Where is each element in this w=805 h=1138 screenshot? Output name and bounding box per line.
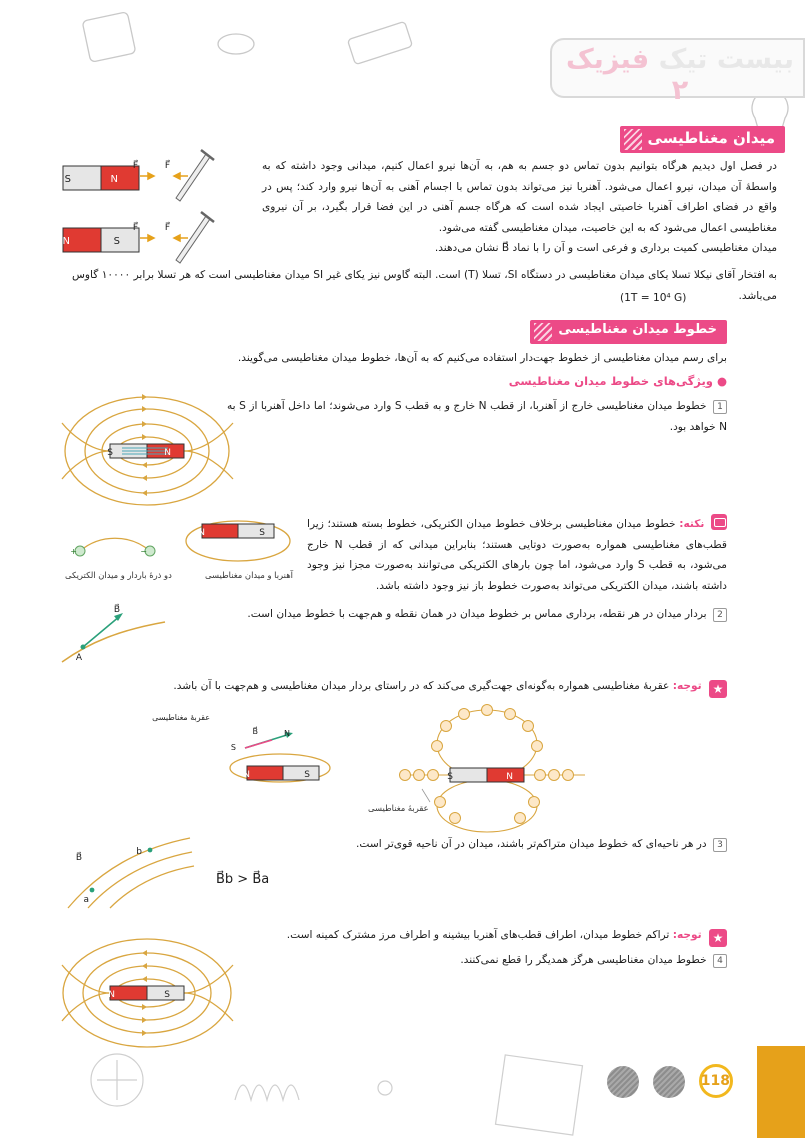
force-label-1: F⃗ — [132, 161, 138, 171]
pole-n-fig4: N — [506, 772, 513, 782]
field-density-figure — [60, 830, 195, 910]
section1-intro: در فصل اول دیدیم هرگاه بتوانیم بدون تماس دو جسم به هم، به آن‌ها نیرو اعمال کنیم، میدانی وجود داشته که به واسطهٔ آن میدان، نیرو اعمال می‌شود. آهنربا نیز می‌تواند بدون تماس با اجسام آهنی به آن‌ها نیرو وارد کند؛ پس در واقع در فضای اطراف آهنربا خاصیتی ایجاد شده است که هرگاه جسم آهنی در این فضا قرار بگیرد، بر آن نیروی مغناطیسی اعمال می‌شود که به این خاصیت، میدان مغناطیسی گفته می‌شود. — [262, 160, 777, 234]
orange-side-bar — [757, 1046, 805, 1138]
section-title-magnetic-field: میدان مغناطیسی — [620, 126, 785, 153]
pole-s-fig2: S — [259, 528, 265, 538]
footer-doodles — [0, 1040, 805, 1138]
magnifier-doodle — [218, 34, 254, 54]
ruler-doodle — [347, 21, 412, 64]
magnet-nail-figure — [58, 148, 228, 268]
force-arrow-bottom — [140, 235, 188, 241]
force-label-2: F⃗ — [164, 161, 170, 171]
caption-magnet-field: آهنربا و میدان مغناطیسی — [205, 570, 293, 580]
item-3: 3 در هر ناحیه‌ای که خطوط میدان متراکم‌تر باشند، میدان در آن ناحیه قوی‌تر است. — [167, 834, 727, 855]
book-title — [560, 44, 800, 106]
bar-magnet-field-figure — [60, 393, 235, 505]
note-text: خطوط میدان مغناطیسی برخلاف خطوط میدان الکتریکی، خطوط بسته هستند؛ زیرا قطب‌های مغناطیسی همواره به‌صورت دوتایی هستند؛ بنابراین میدانی که از قطب N خارج می‌شود، به قطب S وارد می‌شود، اما چون بارهای الکتریکی می‌توانند به‌صورت مجزا نیز وجود داشته باشند، میدان الکتریکی می‌تواند به‌صورت خطوط باز نیز وجود داشته باشد. — [307, 518, 727, 592]
item-2-number: 2 — [713, 608, 727, 622]
book-title-accent: فیزیک ۲ — [565, 44, 689, 106]
item-1-number: 1 — [713, 400, 727, 414]
compass-n-label: N — [284, 729, 290, 738]
force-label-4: F⃗ — [164, 223, 170, 233]
point-a-lower-label: a — [83, 895, 89, 905]
star-icon-2: ★ — [709, 929, 727, 947]
pole-n-top: N — [110, 174, 118, 185]
decor-ball-2 — [653, 1066, 685, 1098]
circuit-doodle — [496, 1055, 583, 1135]
point-a-label: A — [75, 653, 82, 663]
bullet-dot-icon: ● — [716, 374, 727, 388]
compass-s-label: S — [230, 743, 236, 752]
battery-doodle — [378, 1081, 392, 1095]
bottom-magnet-field-figure — [60, 937, 235, 1050]
page-number: 118 — [699, 1064, 733, 1098]
vector-sentence: میدان مغناطیسی کمیت برداری و فرعی است و آن را با نماد B⃗ نشان می‌دهند. — [434, 242, 777, 254]
pole-n-bottom: N — [62, 236, 70, 247]
tangent-vector-figure — [60, 600, 170, 662]
section-title-field-lines: خطوط میدان مغناطیسی — [530, 320, 727, 344]
coil-doodle — [235, 1085, 299, 1100]
point-b-label: b — [136, 847, 142, 857]
note-icon — [711, 514, 727, 530]
vector-b-label: B⃗ — [113, 605, 120, 615]
note-label: نکته: — [679, 518, 705, 530]
item-4-number: 4 — [713, 954, 727, 968]
compass-label-2: عقربهٔ مغناطیسی — [368, 803, 429, 813]
item-1: 1 خطوط میدان مغناطیسی خارج از آهنربا، از قطب N خارج و به قطب S وارد می‌شوند؛ اما داخل آهنربا از S به N خواهد بود. — [227, 400, 727, 433]
magnet-bottom — [63, 228, 139, 252]
attention-1-label: توجه: — [672, 680, 702, 692]
item-2: 2 بردار میدان در هر نقطه، برداری مماس بر خطوط میدان در همان نقطه و هم‌جهت با خطوط میدان است. — [167, 604, 727, 625]
pole-s-top: S — [64, 174, 71, 185]
density-b-label: B⃗ — [75, 853, 82, 863]
plus-label: + — [70, 547, 77, 556]
field-lines-intro: برای رسم میدان مغناطیسی از خطوط جهت‌دار استفاده می‌کنیم که به آن‌ها، خطوط میدان مغناطیسی می‌گویند. — [237, 352, 727, 364]
properties-subtitle: ● ویژگی‌های خطوط میدان مغناطیسی — [508, 374, 727, 388]
pole-n-fig5: N — [108, 990, 115, 1000]
pole-n-fig2: N — [198, 528, 205, 538]
pole-n-fig1: N — [164, 448, 171, 458]
magnet-top — [63, 166, 139, 190]
title-stripe-icon-2 — [534, 323, 552, 341]
pole-n-fig3: N — [243, 770, 250, 780]
pole-s-fig3: S — [304, 770, 310, 780]
tesla-sentence: به افتخار آقای نیکلا تسلا یکای میدان مغناطیسی در دستگاه SI، تسلا (T) است. البته گاوس نیز یکای غیر SI میدان مغناطیسی است که هر تسلا برابر ۱۰۰۰۰ گاوس می‌باشد. — [72, 269, 777, 302]
item-4: 4 خطوط میدان مغناطیسی هرگز همدیگر را قطع نمی‌کنند. — [167, 950, 727, 971]
minus-label: − — [140, 547, 147, 556]
force-label-3: F⃗ — [132, 223, 138, 233]
compass-b-label: B⃗ — [252, 727, 258, 736]
item-3-number: 3 — [713, 838, 727, 852]
tesla-equation: (1T = 10⁴ G) — [620, 292, 687, 304]
pole-s-fig4: S — [447, 772, 453, 782]
caption-dipole: دو ذرهٔ باردار و میدان الکتریکی — [65, 570, 172, 580]
attention-2: ★ توجه: تراکم خطوط میدان، اطراف قطب‌های آهنربا بیشینه و اطراف مرز مشترک کمینه است. — [167, 925, 727, 947]
field-inequality: B⃗b > B⃗a — [216, 872, 270, 887]
force-arrow-top — [140, 173, 188, 179]
decor-ball-1 — [607, 1066, 639, 1098]
attention-2-label: توجه: — [672, 929, 702, 941]
pole-s-bottom: S — [113, 236, 120, 247]
title-stripe-icon — [624, 129, 642, 150]
star-icon: ★ — [709, 680, 727, 698]
pole-s-fig5: S — [164, 990, 170, 1000]
compass-label-1: عقربهٔ مغناطیسی — [152, 713, 210, 722]
calculator-doodle — [82, 12, 136, 63]
note-block — [307, 514, 727, 596]
attention-1: ★ توجه: عقربهٔ مغناطیسی همواره به‌گونه‌ای جهت‌گیری می‌کند که در راستای بردار میدان مغناطیسی و هم‌جهت با آن باشد. — [167, 676, 727, 698]
book-title-main: بیست تیک — [658, 44, 795, 75]
pole-s-fig1: S — [107, 448, 113, 458]
